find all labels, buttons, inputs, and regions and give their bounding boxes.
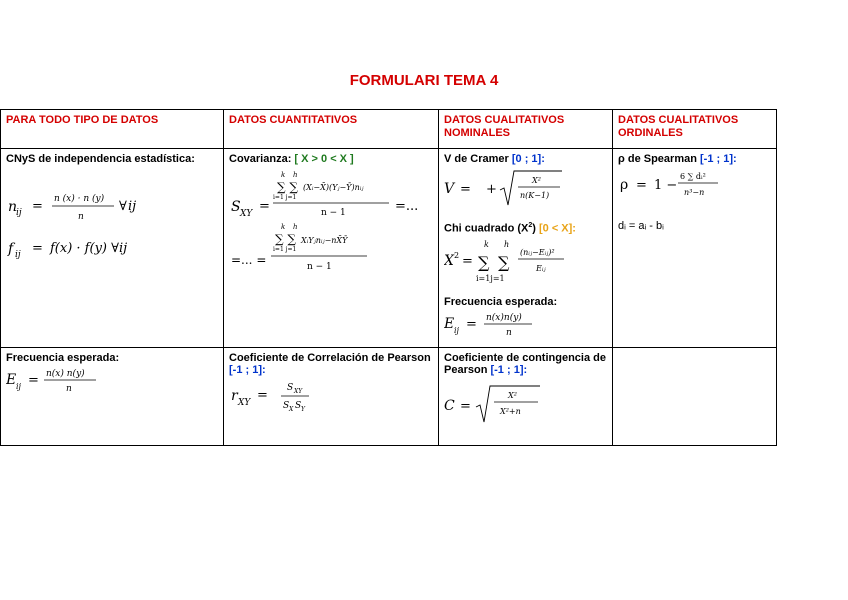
svg-text:=...: =... xyxy=(395,199,419,214)
svg-text:=: = xyxy=(32,199,43,214)
svg-text:n − 1: n − 1 xyxy=(321,208,346,218)
header-row xyxy=(1,110,777,149)
contingency-formula xyxy=(444,380,584,426)
independence-formulas xyxy=(6,169,216,259)
svg-text:+: + xyxy=(486,182,497,197)
svg-text:n: n xyxy=(78,212,84,222)
svg-text:V: V xyxy=(444,181,455,197)
contingency-title: Coeficiente de contingencia de Pearson xyxy=(444,351,606,376)
svg-text:n (x) · n (y): n (x) · n (y) xyxy=(54,194,105,204)
chi-square-title-end: ) xyxy=(532,222,536,235)
cell-contingency xyxy=(439,347,613,445)
cell-cramer xyxy=(439,149,613,348)
covariance-range: [ X > 0 < X ] xyxy=(294,153,354,165)
svg-text:S: S xyxy=(283,400,290,411)
svg-text:∑ ∑: ∑ ∑ xyxy=(277,180,298,194)
svg-text:Eᵢⱼ: Eᵢⱼ xyxy=(536,263,546,273)
pearson-correlation-title: Coeficiente de Correlación de Pearson xyxy=(229,351,431,364)
svg-text:=: = xyxy=(460,182,471,197)
spearman-note: dᵢ = aᵢ - bᵢ xyxy=(618,220,664,232)
svg-text:∑: ∑ xyxy=(498,252,510,272)
svg-text:XY: XY xyxy=(238,397,251,408)
svg-text:=: = xyxy=(28,372,39,388)
expected-frequency-label: Frecuencia esperada: xyxy=(444,295,558,308)
svg-text:1 −: 1 − xyxy=(654,178,678,193)
cramer-label xyxy=(444,153,607,165)
svg-text:=: = xyxy=(636,178,647,193)
covariance-formula xyxy=(229,167,434,277)
svg-text:f(x) · f(y) ∀ij: f(x) · f(y) ∀ij xyxy=(50,241,128,256)
svg-text:∀: ∀ xyxy=(119,199,127,214)
svg-text:n: n xyxy=(8,199,18,215)
svg-text:n(x)n(y): n(x)n(y) xyxy=(486,312,522,323)
formula-row-2 xyxy=(1,347,777,445)
svg-text:2: 2 xyxy=(454,250,460,260)
svg-text:X²+n: X²+n xyxy=(500,406,521,416)
svg-text:(nᵢⱼ−Eᵢⱼ)²: (nᵢⱼ−Eᵢⱼ)² xyxy=(520,247,555,257)
svg-text:ij: ij xyxy=(16,208,22,218)
svg-text:6 ∑ dᵢ²: 6 ∑ dᵢ² xyxy=(680,172,706,181)
svg-text:k: k xyxy=(281,171,286,179)
svg-text:X²: X² xyxy=(532,176,541,185)
svg-text:ij: ij xyxy=(128,199,137,214)
spearman-label xyxy=(618,153,771,165)
cell-pearson-correlation xyxy=(224,347,439,445)
spearman-formula xyxy=(618,165,768,207)
cell-independence xyxy=(1,149,224,348)
svg-text:X: X xyxy=(289,405,294,413)
svg-text:C: C xyxy=(444,397,455,414)
svg-text:r: r xyxy=(231,387,238,404)
chi-square-range: [0 < X]: xyxy=(538,222,576,235)
contingency-label xyxy=(444,352,607,376)
svg-text:=: = xyxy=(257,387,268,403)
svg-text:n³−n: n³−n xyxy=(684,188,705,197)
svg-text:i=1j=1: i=1j=1 xyxy=(476,273,505,283)
header-ordinal: DATOS CUALITATIVOS ORDINALES xyxy=(613,110,777,149)
cell-spearman xyxy=(613,149,777,348)
svg-text:=: = xyxy=(466,316,477,332)
cell-covariance xyxy=(224,149,439,348)
svg-text:n(x) n(y): n(x) n(y) xyxy=(46,368,85,379)
cramer-title: V de Cramer xyxy=(444,153,509,165)
pearson-correlation-formula xyxy=(229,376,369,416)
expected-frequency-label-2: Frecuencia esperada: xyxy=(6,351,120,364)
svg-text:n(K−1): n(K−1) xyxy=(520,191,550,200)
chi-square-label: Chi cuadrado $(X^2) [0 < X]$: xyxy=(444,222,576,235)
formula-row-1 xyxy=(1,149,777,348)
svg-text:=: = xyxy=(460,398,471,414)
svg-text:h: h xyxy=(504,239,510,249)
svg-text:n − 1: n − 1 xyxy=(307,262,332,272)
pearson-correlation-label xyxy=(229,352,433,376)
svg-text:∑: ∑ xyxy=(478,252,490,272)
svg-text:=... =: =... = xyxy=(231,253,267,267)
svg-text:ij: ij xyxy=(454,325,460,335)
cell-empty xyxy=(613,347,777,445)
svg-text:i=1 j=1: i=1 j=1 xyxy=(273,246,297,253)
svg-text:n: n xyxy=(66,383,72,394)
svg-text:ij: ij xyxy=(15,250,21,259)
chi-square-formula xyxy=(444,235,609,287)
svg-text:Y: Y xyxy=(301,405,305,413)
svg-text:S: S xyxy=(295,400,302,411)
header-all-data: PARA TODO TIPO DE DATOS xyxy=(1,110,224,149)
expected-frequency-formula xyxy=(444,308,609,338)
svg-text:k: k xyxy=(281,223,286,231)
independence-label: CNyS de independencia estadística: xyxy=(6,153,195,165)
spearman-title: ρ de Spearman xyxy=(618,153,697,165)
chi-square-title: Chi cuadrado (X xyxy=(444,222,529,235)
header-quantitative: DATOS CUANTITATIVOS xyxy=(224,110,439,149)
covariance-title: Covarianza: xyxy=(229,153,292,165)
svg-text:f: f xyxy=(8,241,14,257)
svg-text:h: h xyxy=(293,171,298,179)
svg-text:=: = xyxy=(462,253,473,269)
cell-expected-frequency xyxy=(1,347,224,445)
svg-text:n: n xyxy=(506,327,512,338)
svg-text:∑ ∑: ∑ ∑ xyxy=(275,232,296,246)
expected-frequency-formula-2 xyxy=(6,364,146,396)
spearman-range: [-1 ; 1]: xyxy=(700,153,737,165)
svg-text:E: E xyxy=(444,315,455,332)
page-title: FORMULARI TEMA 4 xyxy=(349,72,499,89)
svg-text:XY: XY xyxy=(294,387,303,395)
svg-text:h: h xyxy=(293,223,298,231)
svg-text:S: S xyxy=(287,382,294,393)
formula-table xyxy=(0,109,777,446)
svg-text:ij: ij xyxy=(16,381,22,391)
svg-text:S: S xyxy=(231,199,241,215)
svg-text:k: k xyxy=(484,239,489,249)
pearson-correlation-range: [-1 ; 1]: xyxy=(229,363,266,376)
svg-text:(Xᵢ−X̄)(Yⱼ−Ȳ)nᵢⱼ: (Xᵢ−X̄)(Yⱼ−Ȳ)nᵢⱼ xyxy=(303,183,364,192)
svg-text:XᵢYⱼnᵢⱼ−nX̄Ȳ: XᵢYⱼnᵢⱼ−nX̄Ȳ xyxy=(301,236,348,245)
header-nominal: DATOS CUALITATIVOS NOMINALES xyxy=(439,110,613,149)
cramer-formula xyxy=(444,165,609,211)
contingency-range: [-1 ; 1]: xyxy=(490,363,528,376)
covariance-label xyxy=(229,153,433,165)
svg-text:XY: XY xyxy=(240,209,253,219)
svg-text:=: = xyxy=(32,241,43,256)
svg-text:=: = xyxy=(259,199,270,214)
svg-text:X: X xyxy=(444,252,454,269)
cramer-range: [0 ; 1]: xyxy=(511,153,545,165)
svg-text:i=1 j=1: i=1 j=1 xyxy=(273,194,297,201)
svg-text:X²: X² xyxy=(508,390,517,400)
svg-text:E: E xyxy=(6,371,17,388)
svg-text:ρ: ρ xyxy=(620,177,629,193)
